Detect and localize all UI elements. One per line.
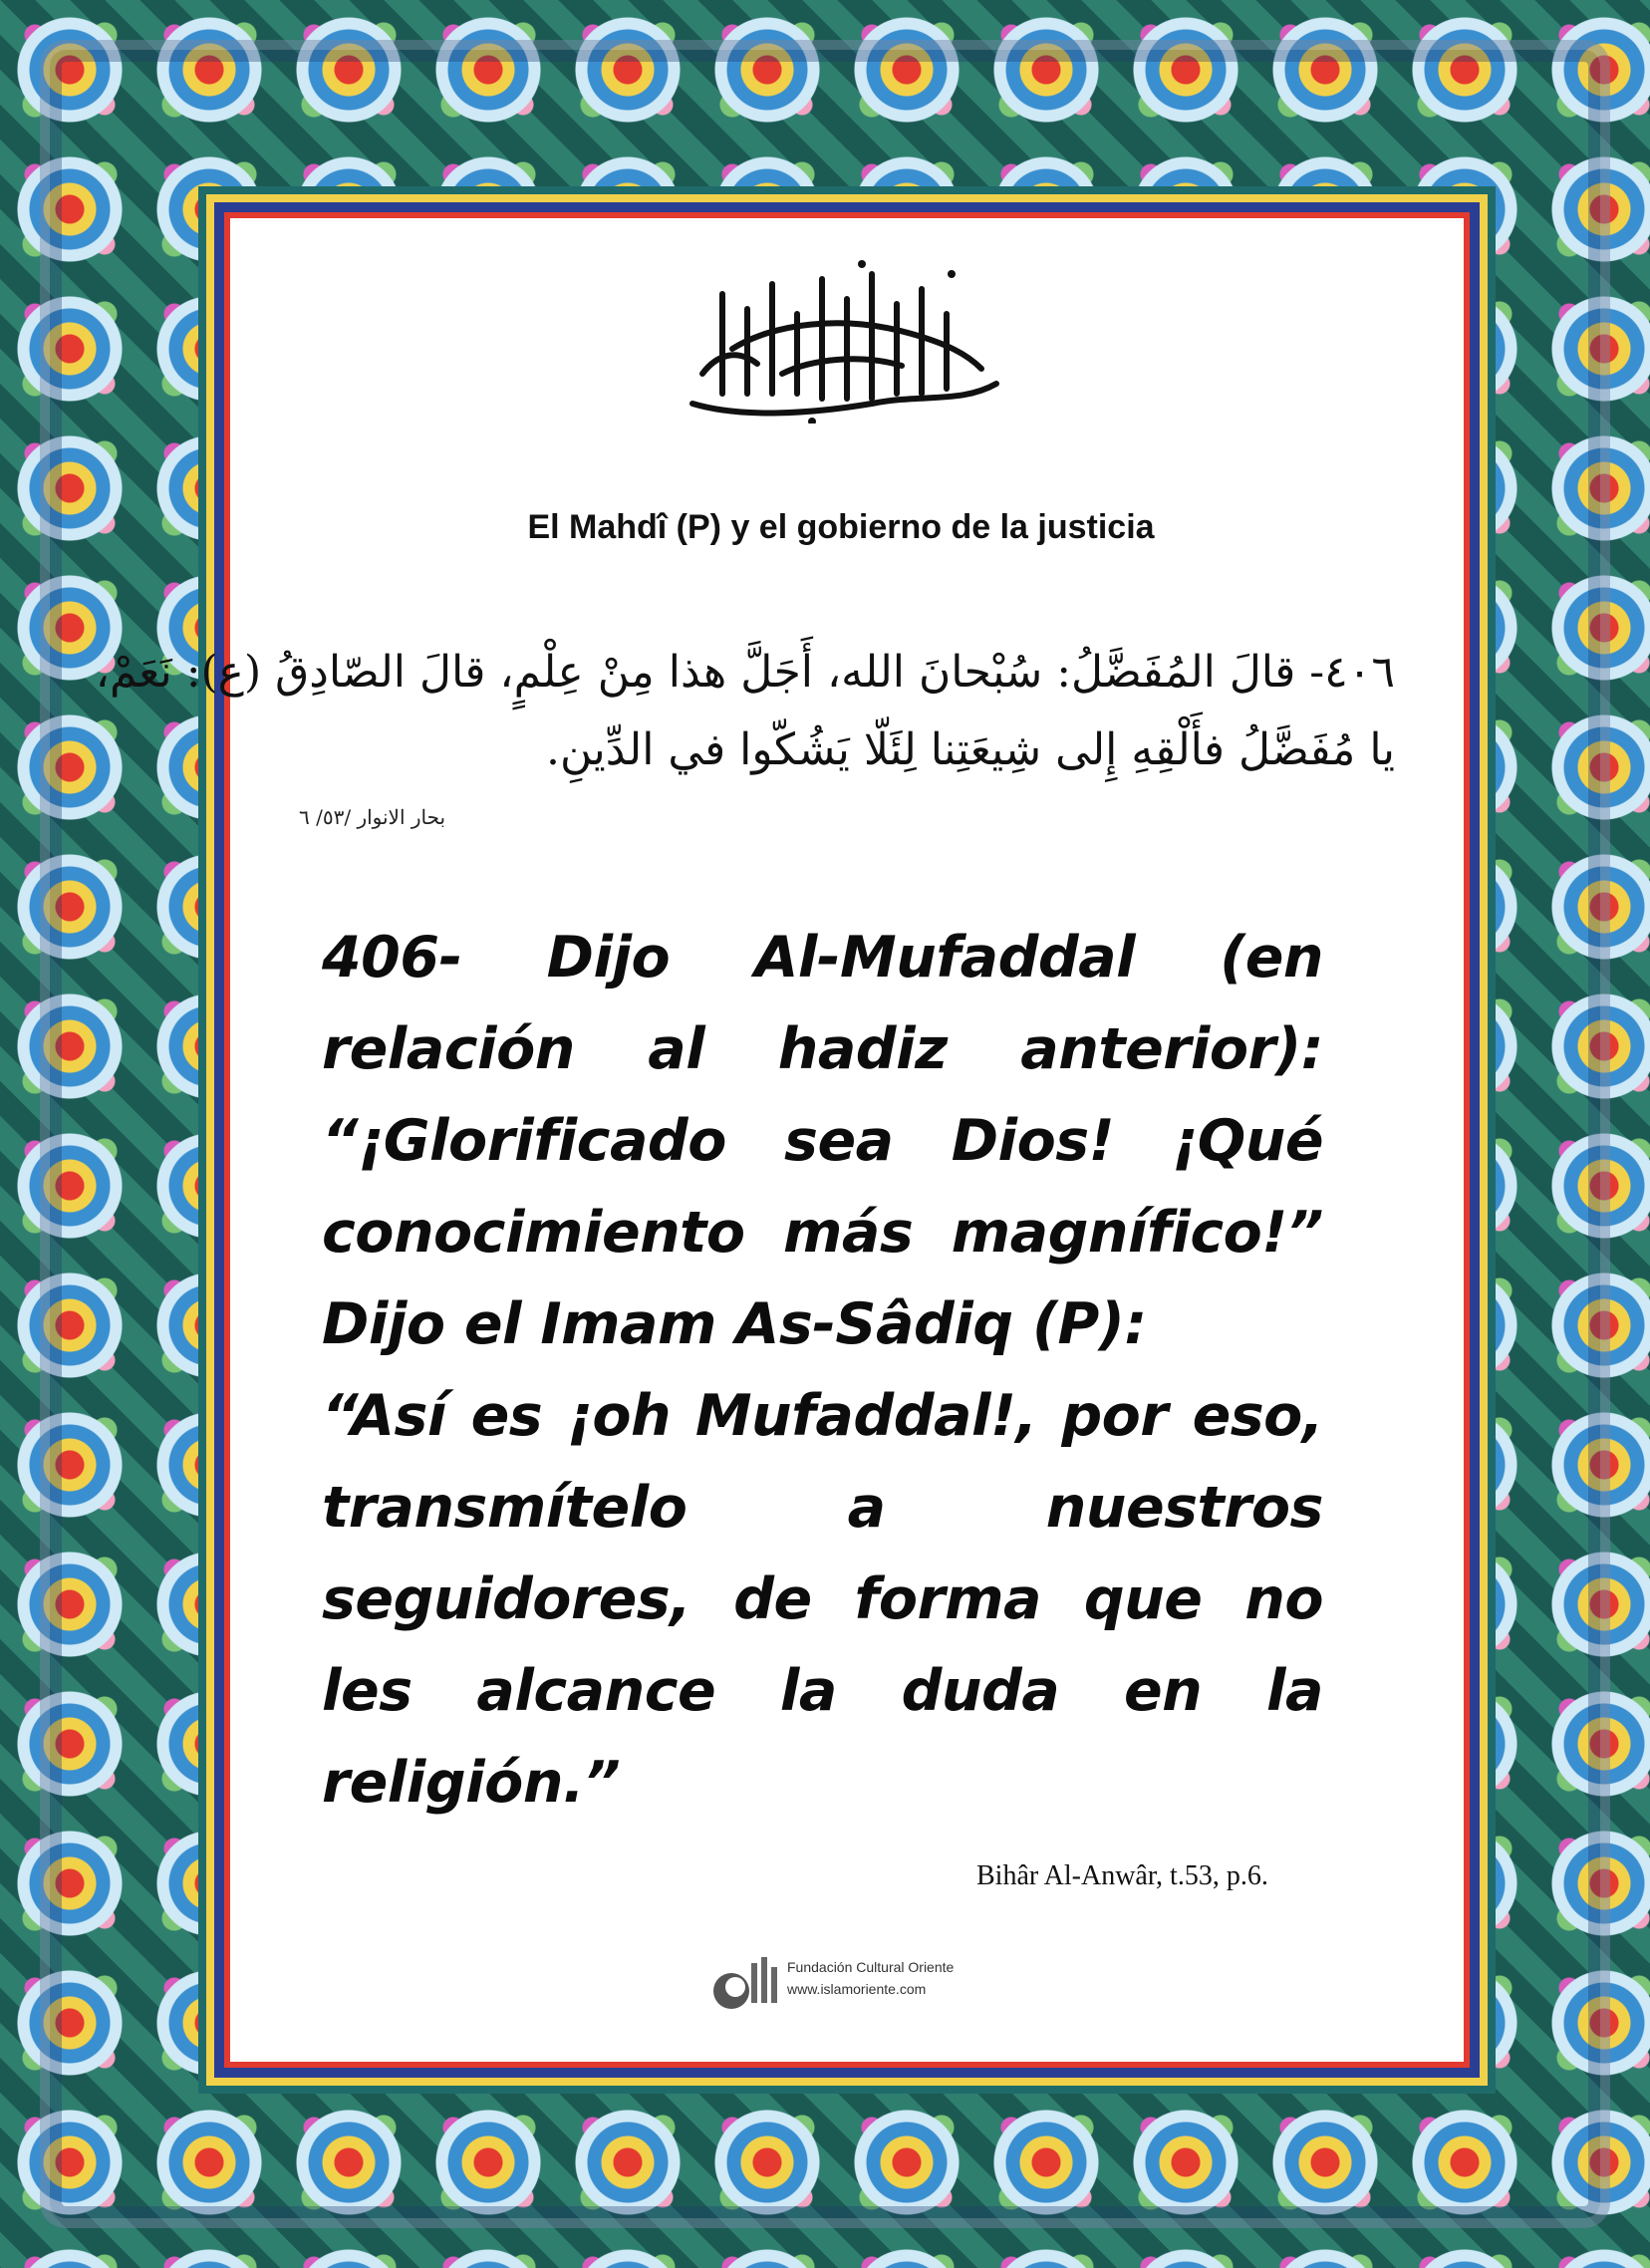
spanish-translation <box>322 912 1323 1829</box>
translation-paragraph: “Así es ¡oh Mufaddal!, por eso, transmítelo a nuestros seguidores, de forma que no les alcance la duda en la religión.” <box>322 1383 1323 1816</box>
logo-url: www.islamoriente.com <box>787 1981 927 1997</box>
arabic-hadith <box>95 634 1395 789</box>
publisher-logo <box>709 1953 968 2013</box>
document-title: El Mahdî (P) y el gobierno de la justicia <box>527 508 1155 546</box>
logo-name: Fundación Cultural Oriente <box>787 1959 955 1975</box>
basmala-calligraphy-icon <box>663 254 1021 424</box>
source-citation: Bihâr Al-Anwâr, t.53, p.6. <box>976 1860 1268 1891</box>
arabic-reference: بحار الانوار /٥٣/ ٦ <box>299 805 446 829</box>
fundacion-logo-icon <box>709 1953 781 2013</box>
arabic-line: ٤٠٦- قالَ المُفَضَّلُ: سُبْحانَ الله، أَجَلَّ هذا مِنْ عِلْمٍ، قالَ الصّادِقُ (ع): نَعَمْ، <box>95 647 1395 698</box>
translation-paragraph: 406- Dijo Al-Mufaddal (en relación al hadiz anterior): “¡Glorificado sea Dios! ¡Qué conocimiento más magnífico!” Dijo el Imam As-Sâdiq (P): <box>322 925 1323 1357</box>
arabic-line: يا مُفَضَّلُ فأَلْقِهِ إِلى شِيعَتِنا لِئَلّا يَشُكّوا في الدِّينِ. <box>545 724 1395 775</box>
